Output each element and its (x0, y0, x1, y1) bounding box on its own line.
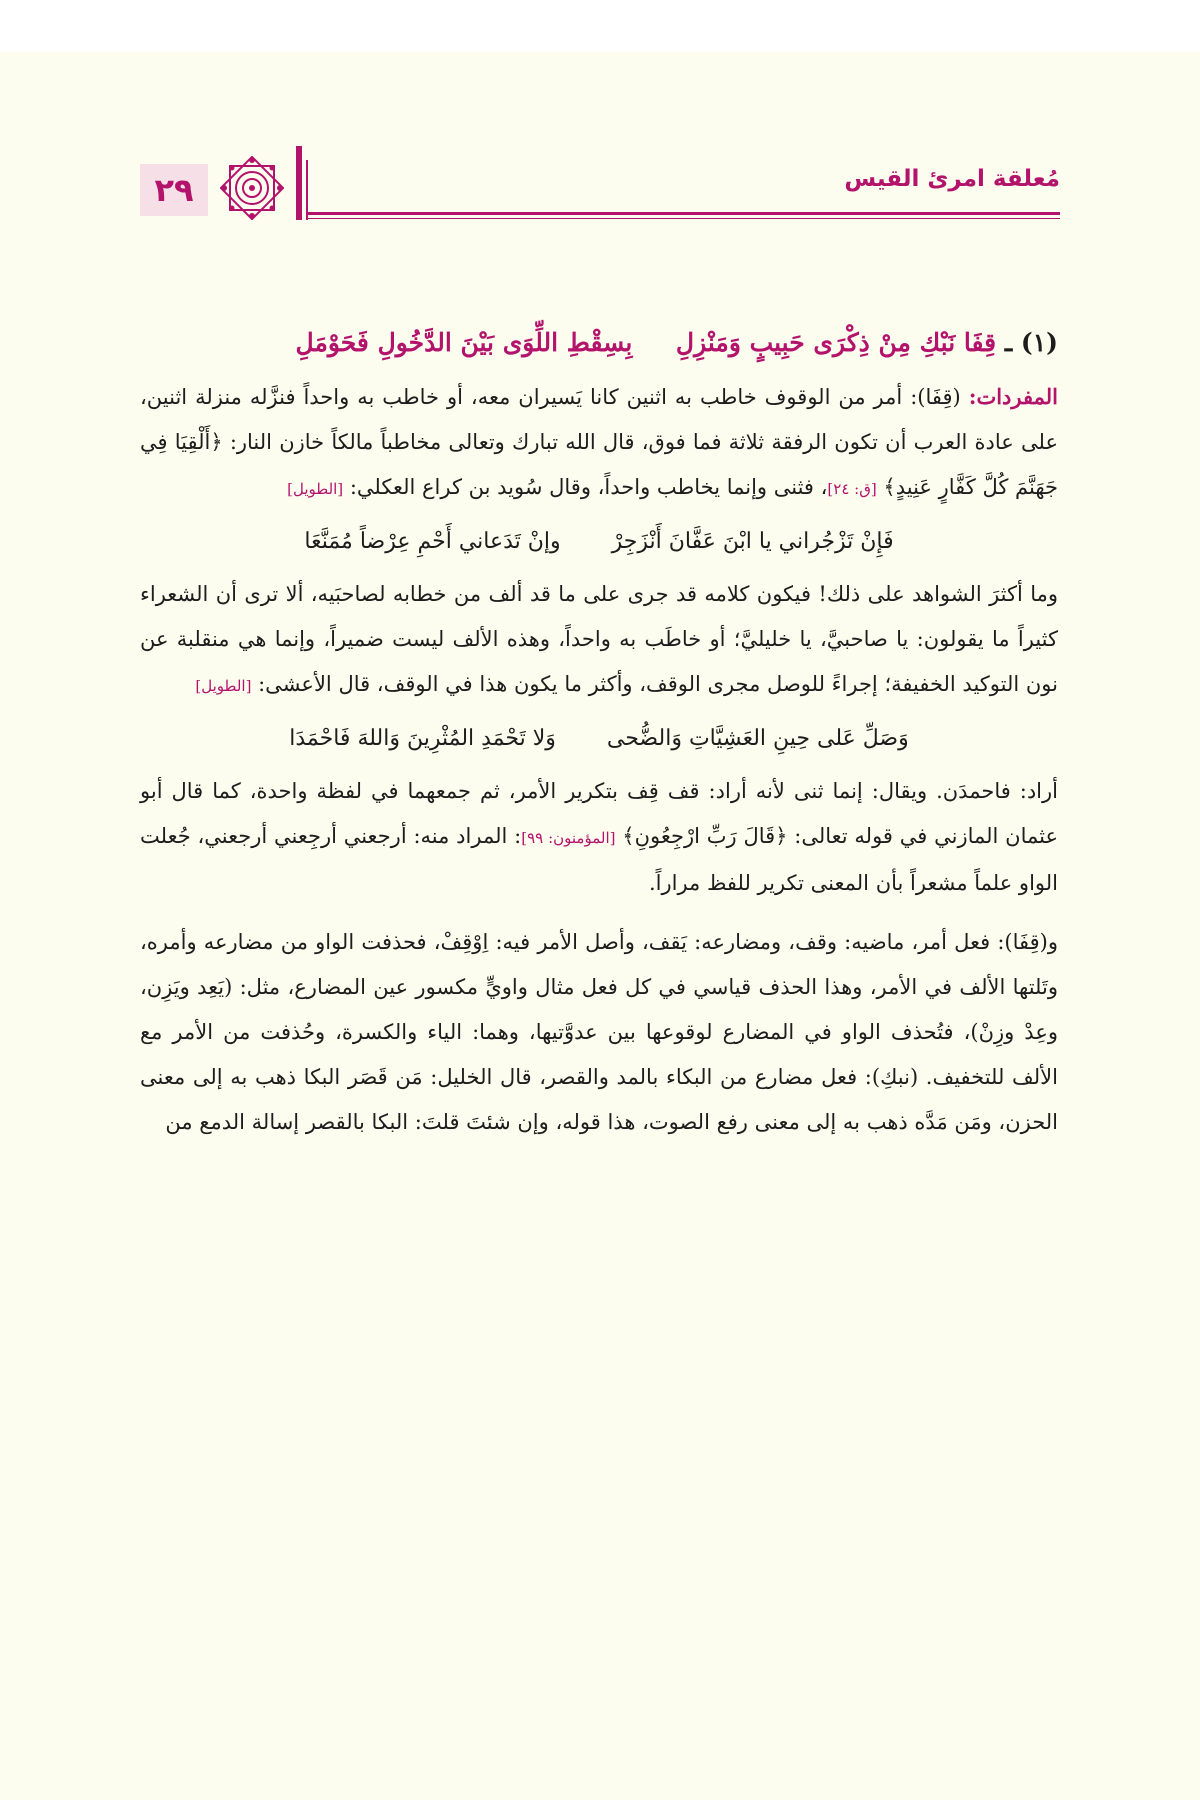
meter-label: [الطويل] (287, 480, 344, 498)
verse-number: (١) (1020, 328, 1058, 357)
paragraph-text: : المراد منه: أرجعني أرجِعني أرجعني، جُعلت الواو علماً مشعراً بأن المعنى تكرير للفظ مراراً. (140, 824, 1058, 895)
poem-second-half: وإنْ تَدَعاني أَحْمِ عِرْضاً مُمَنَّعَا (304, 529, 561, 554)
header-divider-thin (306, 160, 308, 220)
poem-line (140, 711, 1058, 767)
paragraph-text: (قِفَا): أمر من الوقوف خاطب به اثنين كانا يَسيران معه، أو خاطب به واحداً فنزَّله منزلة اثنين، على عادة العرب أن تكون الرفقة ثلاثة فما فوق، قال الله تبارك وتعالى مخاطباً مالكاً خازن النار: ﴿أَلْقِيَا فِي جَهَنَّمَ كُلَّ كَفَّارٍ عَنِيدٍ﴾ (140, 385, 1058, 499)
paragraph (140, 769, 1058, 906)
page-number: ٢٩ (140, 164, 208, 216)
verse-dash: ـ (1004, 328, 1013, 357)
quran-reference: [المؤمنون: ٩٩] (521, 829, 616, 847)
header-rule-thin (308, 218, 1060, 219)
verse-second-half: بِسِقْطِ اللِّوَى بَيْنَ الدَّخُولِ فَحَوْمَلِ (295, 328, 633, 357)
glossary-label: المفردات: (968, 384, 1058, 409)
page-header (140, 100, 1060, 220)
paragraph (140, 572, 1058, 709)
running-title: مُعلقة امرئ القيس (844, 166, 1060, 192)
header-rule (308, 212, 1060, 215)
poem-first-half: وَصَلِّ عَلى حِينِ العَشِيَّاتِ وَالضُّحى (606, 726, 909, 751)
paragraph-text: ، فثنى وإنما يخاطب واحداً، وقال سُويد بن كراع العكلي: (349, 475, 828, 499)
poem-second-half: وَلا تَحْمَدِ المُثْرِينَ وَاللهَ فَاحْمَدَا (289, 726, 556, 751)
verse-first-half: قِفَا نَبْكِ مِنْ ذِكْرَى حَبِيبٍ وَمَنْزِلِ (675, 328, 997, 357)
quran-reference: [ق: ٢٤] (827, 480, 877, 498)
poem-line (140, 514, 1058, 570)
poem-first-half: فَإِنْ تَزْجُراني يا ابْنَ عَفَّانَ أَنْزَجِرْ (611, 529, 894, 554)
glossary-paragraph (140, 374, 1058, 512)
paragraph-text: و(قِفَا): فعل أمر، ماضيه: وقف، ومضارعه: يَقف، وأصل الأمر فيه: اِوْقِفْ، فحذفت الواو من مضارعه وأمره، وتَلتها الألف في الأمر، وهذا الحذف قياسي في كل فعل مثال واويٍّ مكسور عين المضارع، مثل: (يَعِد ويَزِن، وعِدْ وزِنْ)، فتُحذف الواو في المضارع لوقوعها بين عدوَّتيها، وهما: الياء والكسرة، وحُذفت من الأمر مع الألف للتخفيف. (نبكِ): فعل مضارع من البكاء بالمد والقصر، قال الخليل: مَن قَصَر البكا ذهب به إلى معنى الحزن، ومَن مَدَّه ذهب به إلى معنى رفع الصوت، هذا قوله، وإن شئتَ قلتَ: البكا بالقصر إسالة الدمع من (140, 930, 1058, 1134)
paragraph-text: وما أكثرَ الشواهد على ذلك! فيكون كلامه قد جرى على ما قد ألف من خطابه لصاحبَيه، ألا ترى أن الشعراء كثيراً ما يقولون: يا صاحبيَّ، يا خليليَّ؛ أو خاطَب به واحداً، وهذه الألف ليست ضميراً، وإنما هي منقلبة عن نون التوكيد الخفيفة؛ إجراءً للوصل مجرى الوقف، وأكثر ما يكون هذا في الوقف، قال الأعشى: (140, 582, 1058, 696)
floral-ornament-icon (220, 156, 284, 220)
verse-heading (140, 320, 1058, 366)
paragraph (140, 920, 1058, 1145)
page-body (140, 320, 1058, 1145)
meter-label: [الطويل] (195, 677, 252, 695)
paragraph-text: أراد: فاحمدَن. ويقال: إنما ثنى لأنه أراد: قف قِف بتكرير الأمر، ثم جمعهما في لفظة واحدة، كما قال أبو عثمان المازني في قوله تعالى: ﴿قَالَ رَبِّ ارْجِعُونِ﴾ (140, 779, 1058, 848)
header-divider (296, 146, 302, 220)
